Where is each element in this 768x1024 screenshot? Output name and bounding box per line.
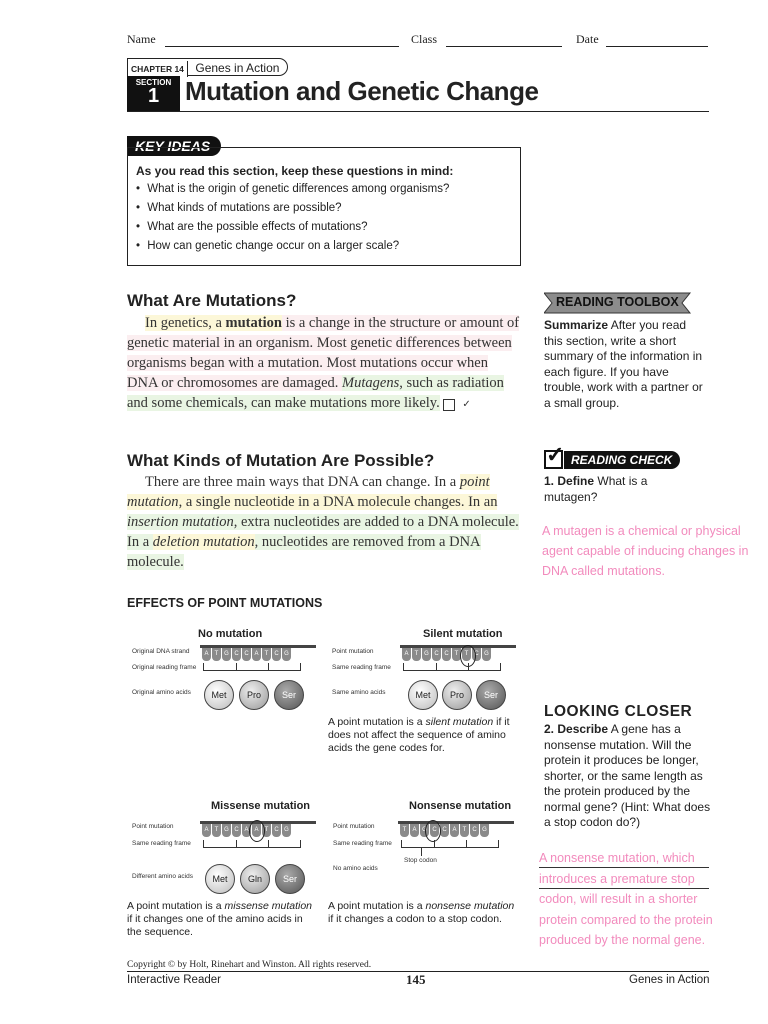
toolbox-text: Summarize After you read this section, write a short summary of the information in each figure. If you have trouble, work with a partner or a small group. <box>544 318 703 410</box>
term-mutagens: Mutagens <box>342 375 400 391</box>
nucleotide-base: C <box>232 648 241 661</box>
section2-paragraph: There are three main ways that DNA can change. In a point mutation, a single nucleotide in a DNA molecule changes. In an insertion mutation, extra nucleotides are added to a DNA molecule. In a deletion mutation, nucleotides are removed from a DNA molecule. <box>127 474 519 570</box>
mutation-circle-icon <box>425 820 441 842</box>
row-label: Same reading frame <box>332 664 391 671</box>
frame-tick <box>236 663 237 670</box>
nucleotide-base: A <box>410 824 419 837</box>
nucleotide-base: C <box>440 824 449 837</box>
key-ideas-intro: As you read this section, keep these questions in mind: <box>136 164 454 178</box>
nucleotide-base: T <box>460 824 469 837</box>
name-label: Name <box>127 32 156 46</box>
class-label: Class <box>411 32 438 46</box>
nucleotide-base: A <box>252 824 261 837</box>
chapter-tab <box>127 58 288 76</box>
figure-title: EFFECTS OF POINT MUTATIONS <box>127 596 323 610</box>
nucleotide-base: C <box>232 824 241 837</box>
nucleotide-base: T <box>212 648 221 661</box>
reading-frame <box>203 663 301 671</box>
key-ideas-box <box>127 147 521 266</box>
frame-tick <box>268 840 269 847</box>
panel-title-no-mutation: No mutation <box>198 628 263 640</box>
row-label: Point mutation <box>332 648 374 655</box>
key-idea-item: • How can genetic change occur on a larger scale? <box>136 240 400 252</box>
nucleotide-base: G <box>282 648 291 661</box>
panel-title-silent: Silent mutation <box>423 628 503 640</box>
nucleotide-base: A <box>450 824 459 837</box>
row-label: Same reading frame <box>333 840 392 847</box>
date-label: Date <box>576 32 599 46</box>
row-label: No amino acids <box>333 865 378 872</box>
key-idea-item: • What are the possible effects of mutations? <box>136 221 368 233</box>
frame-tick <box>466 840 467 847</box>
nucleotide-base: G <box>282 824 291 837</box>
amino-acid: Gln <box>240 864 270 894</box>
nucleotide-base: G <box>222 648 231 661</box>
frame-tick <box>268 663 269 670</box>
amino-acid: Pro <box>442 680 472 710</box>
answer-line <box>539 867 709 868</box>
nucleotide-base: A <box>252 648 261 661</box>
nucleotide-base: T <box>412 648 421 661</box>
panel-title-nonsense: Nonsense mutation <box>409 800 512 812</box>
reading-frame <box>203 840 301 848</box>
stop-codon-label: Stop codon <box>404 857 437 864</box>
term-mutation: mutation <box>225 315 282 331</box>
section-heading-kinds: What Kinds of Mutation Are Possible? <box>127 451 435 470</box>
row-label: Point mutation <box>333 823 375 830</box>
amino-acid: Met <box>204 680 234 710</box>
chapter-label: CHAPTER 14 <box>128 61 188 77</box>
key-idea-item: • What is the origin of genetic differences among organisms? <box>136 183 450 195</box>
page-title: Mutation and Genetic Change <box>185 76 539 106</box>
term-point-mutation: point mutation <box>127 474 490 510</box>
nucleotide-base: T <box>462 648 471 661</box>
class-line[interactable] <box>446 46 562 47</box>
name-line[interactable] <box>165 46 399 47</box>
caption-silent: A point mutation is a silent mutation if it does not affect the sequence of amino acids the gene codes for. <box>328 716 510 754</box>
nucleotide-base: T <box>262 648 271 661</box>
answer-line <box>539 888 709 889</box>
frame-tick <box>468 663 469 670</box>
amino-acid: Ser <box>275 864 305 894</box>
answer-1[interactable]: A mutagen is a chemical or physical agent capable of inducing changes in DNA called mutations. <box>542 524 749 578</box>
row-label: Point mutation <box>132 823 174 830</box>
section-heading-mutations: What Are Mutations? <box>127 291 297 310</box>
nucleotide-base: C <box>470 824 479 837</box>
nucleotide-base: G <box>420 824 429 837</box>
row-label: Different amino acids <box>132 873 193 880</box>
nucleotide-base: C <box>272 648 281 661</box>
caption-nonsense: A point mutation is a nonsense mutation if it changes a codon to a stop codon. <box>328 900 515 925</box>
nucleotide-base: A <box>242 824 251 837</box>
amino-acid: Met <box>205 864 235 894</box>
nucleotide-base: C <box>472 648 481 661</box>
section-label: SECTION <box>135 78 172 87</box>
nucleotide-base: A <box>202 824 211 837</box>
nucleotide-base: T <box>262 824 271 837</box>
term-insertion-mutation: insertion mutation <box>127 514 234 530</box>
nucleotide-base: G <box>482 648 491 661</box>
caption-missense: A point mutation is a missense mutation if it changes one of the amino acids in the sequence. <box>127 900 313 938</box>
nucleotide-base: C <box>432 648 441 661</box>
row-label: Original DNA strand <box>132 648 190 655</box>
question-1: 1. Define What is a mutagen? <box>544 474 648 504</box>
nucleotide-base: A <box>402 648 411 661</box>
title-rule <box>127 111 709 112</box>
page-number: 145 <box>406 972 426 987</box>
nucleotide-base: G <box>222 824 231 837</box>
section-badge <box>127 76 180 111</box>
nucleotide-base: T <box>400 824 409 837</box>
reading-frame <box>401 840 499 848</box>
row-label: Original reading frame <box>132 664 197 671</box>
question-2: 2. Describe A gene has a nonsense mutation. Will the protein it produces be longer, shorter, or the same length as the protein produced by the normal gene? (Hint: What does a stop codon do?) <box>544 722 711 829</box>
amino-acid: Ser <box>274 680 304 710</box>
amino-acid: Pro <box>239 680 269 710</box>
reading-frame <box>403 663 501 671</box>
amino-acid: Met <box>408 680 438 710</box>
nucleotide-base: C <box>242 648 251 661</box>
reading-check-checkbox-icon[interactable]: ✓ <box>443 399 455 411</box>
date-line[interactable] <box>606 46 708 47</box>
footer-right: Genes in Action <box>629 974 710 986</box>
looking-closer-tag: LOOKING CLOSER <box>544 703 693 720</box>
copyright: Copyright © by Holt, Rinehart and Winston. All rights reserved. <box>127 960 372 970</box>
nucleotide-base: G <box>480 824 489 837</box>
reading-check-tag: ✓ READING CHECK <box>544 446 682 472</box>
key-ideas-tag: KEY IDEAS <box>127 136 221 156</box>
frame-tick <box>436 663 437 670</box>
chapter-title: Genes in Action <box>195 61 280 75</box>
stop-codon-pointer <box>421 847 422 856</box>
nucleotide-base: A <box>202 648 211 661</box>
key-idea-item: • What kinds of mutations are possible? <box>136 202 342 214</box>
frame-tick <box>434 840 435 847</box>
term-deletion-mutation: deletion mutation <box>152 534 255 550</box>
mutation-circle-icon <box>249 820 265 842</box>
row-label: Original amino acids <box>132 689 191 696</box>
check-mark-icon: ✓ <box>546 442 565 467</box>
row-label: Same reading frame <box>132 840 191 847</box>
nucleotide-base: C <box>442 648 451 661</box>
footer-left: Interactive Reader <box>127 974 221 986</box>
nucleotide-base: C <box>430 824 439 837</box>
key-ideas-list <box>136 180 512 256</box>
section-number: 1 <box>147 85 160 107</box>
nucleotide-base: C <box>272 824 281 837</box>
nucleotide-base: G <box>422 648 431 661</box>
row-label: Same amino acids <box>332 689 386 696</box>
amino-acid: Ser <box>476 680 506 710</box>
nucleotide-base: T <box>452 648 461 661</box>
section1-paragraph: In genetics, a mutation is a change in the structure or amount of genetic material in an organism. Most genetic differences between organisms began with a mutation. Most mutations occur when DNA or chromosomes are damaged. Mutagens, such as radiation and some chemicals, can make mutations more likely. ✓ <box>127 315 520 411</box>
answer-2[interactable]: A nonsense mutation, which introduces a premature stop codon, will result in a shorter protein compared to the protein produced by the normal gene. <box>539 851 713 947</box>
nucleotide-base: T <box>212 824 221 837</box>
frame-tick <box>236 840 237 847</box>
panel-title-missense: Missense mutation <box>211 800 311 812</box>
reading-toolbox-tag: READING TOOLBOX <box>544 291 694 315</box>
